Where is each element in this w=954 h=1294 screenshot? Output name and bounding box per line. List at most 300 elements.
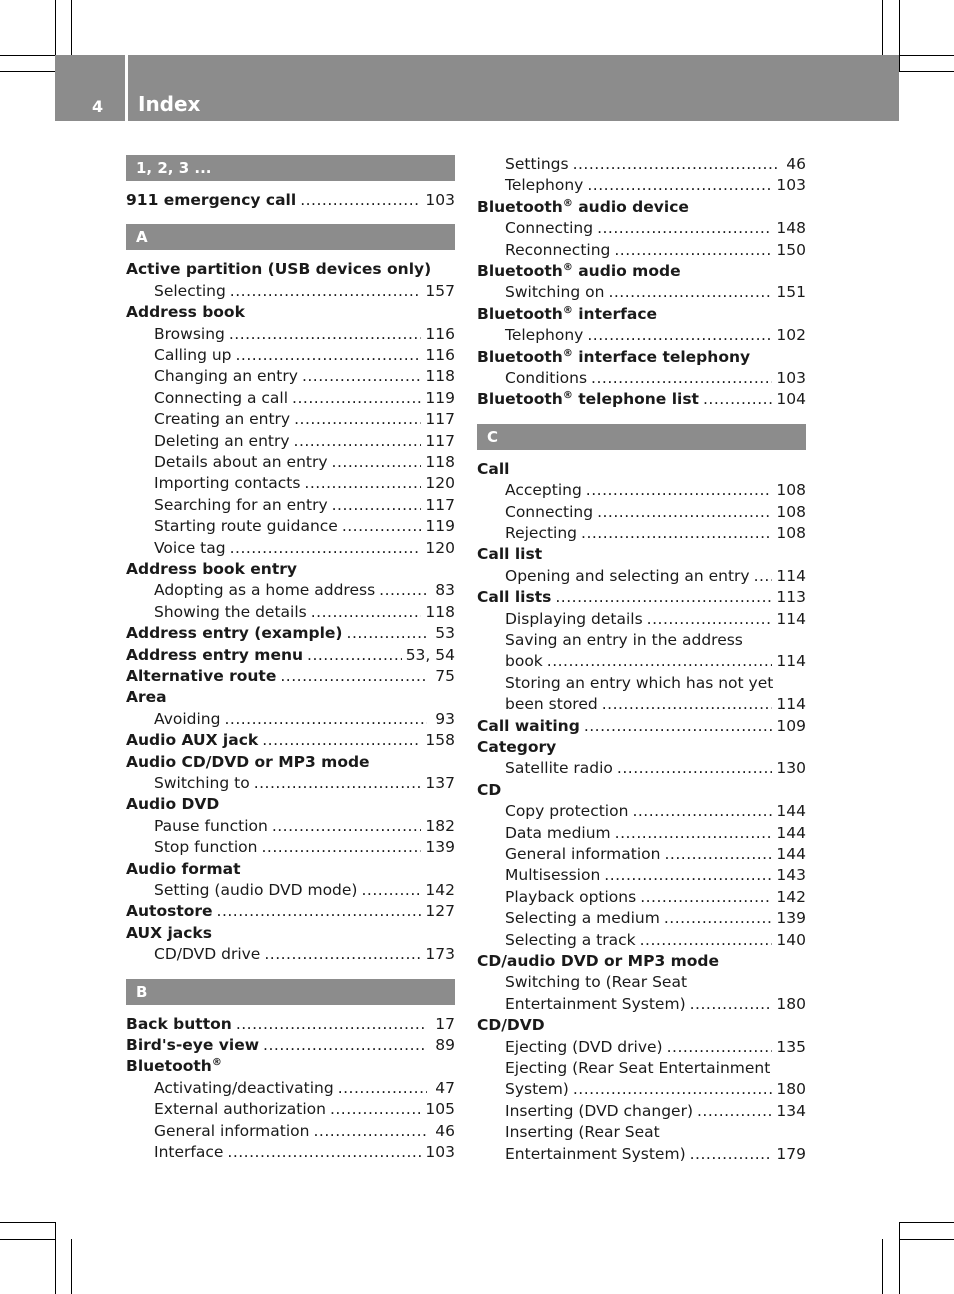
dot-leader bbox=[555, 586, 772, 608]
index-term: Storing an entry which has not yet bbox=[505, 673, 774, 692]
index-term: Inserting (DVD changer) bbox=[505, 1101, 693, 1120]
index-term: Connecting bbox=[505, 502, 594, 521]
page-reference: 182 bbox=[425, 816, 455, 835]
dot-leader bbox=[262, 729, 421, 751]
index-term: Rejecting bbox=[505, 524, 578, 542]
index-term: Settings bbox=[505, 155, 569, 173]
index-term: Audio CD/DVD or MP3 mode bbox=[126, 752, 370, 771]
dot-leader bbox=[264, 943, 421, 965]
dot-leader bbox=[227, 1141, 421, 1163]
index-subentry bbox=[154, 836, 455, 858]
dot-leader bbox=[608, 281, 772, 303]
page-reference: 142 bbox=[776, 887, 806, 906]
index-heading bbox=[477, 458, 509, 480]
page-reference: 117 bbox=[425, 431, 455, 450]
index-term: Creating an entry bbox=[154, 410, 291, 429]
dot-leader bbox=[230, 537, 422, 559]
index-subentry bbox=[505, 239, 806, 261]
page-reference: 114 bbox=[776, 695, 806, 714]
index-subentry bbox=[154, 537, 455, 559]
index-entry bbox=[126, 622, 455, 644]
crop-mark bbox=[0, 1239, 55, 1240]
dot-leader bbox=[332, 494, 422, 516]
index-term: Entertainment System) bbox=[505, 1144, 686, 1163]
index-heading bbox=[126, 686, 167, 708]
page-reference: 180 bbox=[776, 994, 806, 1013]
page-header bbox=[55, 55, 899, 121]
dot-leader bbox=[754, 565, 773, 587]
index-term: General information bbox=[505, 845, 661, 863]
index-term: Selecting bbox=[154, 281, 226, 300]
page-reference: 89 bbox=[435, 1036, 455, 1054]
index-entry bbox=[477, 586, 806, 608]
index-subentry bbox=[154, 472, 455, 494]
page-reference: 108 bbox=[776, 524, 806, 542]
section-label: B bbox=[136, 982, 148, 1001]
index-subentry bbox=[154, 1141, 455, 1163]
index-heading bbox=[477, 346, 750, 368]
index-term: Stop function bbox=[154, 838, 258, 857]
index-entry bbox=[126, 1034, 455, 1056]
dot-leader bbox=[292, 387, 421, 409]
dot-leader bbox=[304, 472, 421, 494]
page-reference: 105 bbox=[425, 1100, 455, 1119]
section-header bbox=[126, 155, 455, 181]
index-term: Category bbox=[477, 738, 557, 756]
crop-mark bbox=[0, 1222, 55, 1223]
index-heading bbox=[477, 779, 501, 801]
page-reference: 140 bbox=[776, 930, 806, 949]
index-subentry-line bbox=[505, 971, 687, 993]
dot-leader bbox=[617, 757, 772, 779]
dot-leader bbox=[581, 522, 772, 544]
index-subentry bbox=[154, 344, 455, 366]
page-reference: 113 bbox=[776, 588, 806, 607]
index-term: Deleting an entry bbox=[154, 431, 290, 450]
crop-mark bbox=[0, 55, 55, 56]
index-subentry bbox=[154, 451, 455, 473]
page-reference: 158 bbox=[425, 731, 455, 750]
index-subentry bbox=[154, 280, 455, 302]
index-subentry bbox=[154, 772, 455, 794]
index-term: Starting route guidance bbox=[154, 517, 338, 536]
crop-mark bbox=[71, 0, 72, 55]
dot-leader bbox=[597, 501, 772, 523]
dot-leader bbox=[591, 367, 772, 389]
index-term: Call bbox=[477, 459, 510, 478]
crop-mark bbox=[899, 71, 954, 72]
index-subentry bbox=[154, 494, 455, 516]
index-term: Pause function bbox=[154, 816, 268, 835]
page-reference: 116 bbox=[425, 324, 455, 343]
header-divider bbox=[125, 55, 128, 121]
index-subentry bbox=[154, 1098, 455, 1120]
dot-leader bbox=[330, 1098, 421, 1120]
index-term: System) bbox=[505, 1080, 569, 1099]
dot-leader bbox=[307, 644, 402, 666]
registered-mark: ® bbox=[211, 1057, 222, 1069]
page-reference: 120 bbox=[425, 474, 455, 493]
page-reference: 134 bbox=[776, 1101, 806, 1120]
index-term: Copy protection bbox=[505, 802, 629, 821]
crop-mark bbox=[882, 1239, 883, 1294]
dot-leader bbox=[261, 836, 421, 858]
index-subentry bbox=[154, 943, 455, 965]
dot-leader bbox=[667, 1036, 773, 1058]
index-subentry bbox=[505, 1100, 806, 1122]
dot-leader bbox=[217, 900, 422, 922]
dot-leader bbox=[640, 929, 773, 951]
index-term: Avoiding bbox=[154, 709, 221, 728]
page-reference: 108 bbox=[776, 481, 806, 500]
dot-leader bbox=[604, 864, 772, 886]
dot-leader bbox=[664, 907, 773, 929]
index-term: Activating/deactivating bbox=[154, 1078, 334, 1097]
dot-leader bbox=[640, 886, 772, 908]
index-term: Address book entry bbox=[126, 560, 297, 578]
index-term: Inserting (Rear Seat bbox=[505, 1123, 660, 1142]
index-subentry bbox=[505, 1036, 806, 1058]
index-heading bbox=[126, 858, 241, 880]
index-subentry bbox=[505, 1143, 806, 1165]
page-reference: 46 bbox=[435, 1121, 455, 1140]
registered-mark: ® bbox=[562, 197, 573, 209]
index-term: Call lists bbox=[477, 588, 552, 607]
index-term: External authorization bbox=[154, 1100, 326, 1119]
page-reference: 114 bbox=[776, 609, 806, 628]
page-reference: 127 bbox=[425, 902, 455, 921]
index-subentry bbox=[505, 1078, 806, 1100]
page-reference: 173 bbox=[425, 945, 455, 964]
page-reference: 180 bbox=[776, 1080, 806, 1099]
index-term: Bluetooth® interface bbox=[477, 304, 658, 323]
section-header bbox=[126, 979, 455, 1005]
index-heading bbox=[477, 260, 681, 282]
index-subentry bbox=[505, 800, 806, 822]
index-heading bbox=[477, 1014, 545, 1036]
crop-mark bbox=[899, 1222, 900, 1294]
dot-leader bbox=[229, 323, 422, 345]
index-heading bbox=[477, 736, 556, 758]
crop-mark bbox=[899, 1239, 954, 1240]
page-reference: 137 bbox=[425, 774, 455, 792]
section-label: A bbox=[136, 228, 148, 247]
index-subentry bbox=[505, 324, 806, 346]
index-entry bbox=[477, 715, 806, 737]
index-subentry bbox=[154, 387, 455, 409]
page-reference: 93 bbox=[435, 709, 455, 728]
index-subentry bbox=[505, 650, 806, 672]
page-reference: 139 bbox=[776, 909, 806, 928]
index-subentry-line bbox=[505, 1057, 770, 1079]
page-reference: 144 bbox=[776, 823, 806, 842]
index-subentry bbox=[154, 408, 455, 430]
index-subentry bbox=[505, 281, 806, 303]
index-term: Interface bbox=[154, 1143, 224, 1161]
index-term: Reconnecting bbox=[505, 240, 611, 259]
index-term: been stored bbox=[505, 695, 598, 714]
page-reference: 108 bbox=[776, 502, 806, 521]
dot-leader bbox=[263, 1034, 427, 1056]
index-term: Details about an entry bbox=[154, 453, 328, 471]
dot-leader bbox=[586, 479, 773, 501]
index-subentry bbox=[154, 1077, 455, 1099]
dot-leader bbox=[300, 189, 421, 211]
index-term: Searching for an entry bbox=[154, 495, 328, 514]
page-reference: 114 bbox=[776, 652, 806, 671]
page-reference: 117 bbox=[425, 410, 455, 429]
index-term: Call list bbox=[477, 545, 543, 564]
index-heading bbox=[477, 543, 542, 565]
dot-leader bbox=[647, 608, 773, 630]
page-reference: 46 bbox=[786, 155, 806, 173]
index-entry bbox=[126, 665, 455, 687]
index-entry bbox=[126, 729, 455, 751]
index-term: Active partition (USB devices only) bbox=[126, 260, 432, 279]
dot-leader bbox=[332, 451, 422, 473]
dot-leader bbox=[690, 993, 773, 1015]
page-reference: 120 bbox=[425, 538, 455, 557]
index-term: Switching to (Rear Seat bbox=[505, 973, 688, 992]
index-term: Autostore bbox=[126, 902, 213, 921]
index-term: CD/audio DVD or MP3 mode bbox=[477, 952, 720, 970]
dot-leader bbox=[224, 708, 427, 730]
page-reference: 143 bbox=[776, 866, 806, 885]
dot-leader bbox=[272, 815, 422, 837]
index-term: 911 emergency call bbox=[126, 191, 297, 209]
page-reference: 150 bbox=[776, 240, 806, 259]
dot-leader bbox=[379, 579, 427, 601]
index-term: Selecting a medium bbox=[505, 909, 660, 928]
index-term: Call waiting bbox=[477, 716, 580, 735]
dot-leader bbox=[573, 1078, 773, 1100]
dot-leader bbox=[587, 324, 772, 346]
index-term: CD/DVD bbox=[477, 1016, 545, 1035]
index-term: book bbox=[505, 652, 543, 671]
dot-leader bbox=[280, 665, 427, 687]
page-reference: 144 bbox=[776, 802, 806, 821]
index-term: Connecting a call bbox=[154, 388, 289, 407]
index-term: Area bbox=[126, 688, 167, 707]
index-term: Browsing bbox=[154, 324, 225, 343]
index-entry bbox=[126, 644, 455, 666]
dot-leader bbox=[294, 408, 421, 430]
page-reference: 53 bbox=[435, 624, 455, 643]
index-subentry bbox=[505, 217, 806, 239]
index-subentry bbox=[505, 929, 806, 951]
page-reference: 118 bbox=[425, 453, 455, 471]
page-reference: 114 bbox=[776, 566, 806, 585]
page-reference: 103 bbox=[425, 1143, 455, 1161]
index-subentry bbox=[154, 879, 455, 901]
page-reference: 103 bbox=[776, 176, 806, 195]
page-reference: 53, 54 bbox=[405, 645, 455, 664]
crop-mark bbox=[0, 71, 55, 72]
index-term: Setting (audio DVD mode) bbox=[154, 881, 358, 899]
section-header bbox=[126, 224, 455, 250]
index-subentry bbox=[505, 522, 806, 544]
registered-mark: ® bbox=[562, 304, 573, 316]
index-term: Changing an entry bbox=[154, 367, 298, 386]
page-reference: 119 bbox=[425, 517, 455, 536]
page-reference: 119 bbox=[425, 388, 455, 407]
index-entry bbox=[126, 900, 455, 922]
index-subentry bbox=[505, 757, 806, 779]
index-subentry bbox=[505, 822, 806, 844]
index-subentry bbox=[505, 153, 806, 175]
page-reference: 130 bbox=[776, 759, 806, 778]
index-subentry bbox=[154, 708, 455, 730]
section-label: 1, 2, 3 ... bbox=[136, 159, 212, 177]
page-reference: 118 bbox=[425, 367, 455, 386]
index-term: Bluetooth® interface telephony bbox=[477, 347, 751, 366]
page-reference: 103 bbox=[425, 191, 455, 209]
index-term: CD bbox=[477, 780, 502, 799]
index-term: Entertainment System) bbox=[505, 994, 686, 1013]
index-term: Connecting bbox=[505, 219, 594, 238]
page-reference: 17 bbox=[435, 1014, 455, 1033]
index-subentry bbox=[505, 886, 806, 908]
index-subentry bbox=[154, 430, 455, 452]
index-term: Address book bbox=[126, 303, 245, 322]
index-heading bbox=[126, 922, 212, 944]
section-label: C bbox=[487, 427, 499, 446]
page-reference: 118 bbox=[425, 602, 455, 621]
crop-mark bbox=[899, 55, 954, 56]
index-heading bbox=[126, 1055, 222, 1077]
page-reference: 83 bbox=[435, 581, 455, 600]
index-term: Address entry menu bbox=[126, 645, 304, 664]
dot-leader bbox=[230, 280, 422, 302]
crop-mark bbox=[71, 1239, 72, 1294]
dot-leader bbox=[703, 388, 772, 410]
registered-mark: ® bbox=[562, 347, 573, 359]
index-term: Address entry (example) bbox=[126, 624, 343, 643]
page-reference: 157 bbox=[425, 281, 455, 300]
dot-leader bbox=[294, 430, 422, 452]
index-entry bbox=[126, 1013, 455, 1035]
crop-mark bbox=[899, 0, 900, 71]
index-subentry bbox=[505, 608, 806, 630]
index-term: Switching to bbox=[154, 774, 250, 792]
index-term: Telephony bbox=[505, 176, 584, 195]
index-subentry bbox=[505, 565, 806, 587]
dot-leader bbox=[254, 772, 422, 794]
index-heading bbox=[126, 751, 370, 773]
index-term: Conditions bbox=[505, 369, 588, 387]
index-term: Satellite radio bbox=[505, 759, 613, 778]
index-term: Calling up bbox=[154, 346, 232, 364]
index-subentry-line bbox=[505, 1121, 660, 1143]
index-term: Adopting as a home address bbox=[154, 581, 376, 600]
index-term: Accepting bbox=[505, 481, 582, 500]
page-reference: 109 bbox=[776, 716, 806, 735]
dot-leader bbox=[347, 622, 427, 644]
registered-mark: ® bbox=[562, 390, 573, 402]
dot-leader bbox=[236, 344, 422, 366]
page-reference: 148 bbox=[776, 219, 806, 238]
index-heading bbox=[477, 950, 719, 972]
page-reference: 117 bbox=[425, 495, 455, 514]
index-subentry bbox=[505, 367, 806, 389]
page-reference: 142 bbox=[425, 881, 455, 899]
index-term: Ejecting (Rear Seat Entertainment bbox=[505, 1059, 771, 1077]
dot-leader bbox=[615, 822, 773, 844]
index-subentry bbox=[154, 323, 455, 345]
dot-leader bbox=[311, 601, 422, 623]
page-reference: 151 bbox=[776, 283, 806, 302]
index-term: Bluetooth® audio device bbox=[477, 197, 689, 216]
dot-leader bbox=[697, 1100, 772, 1122]
index-subentry bbox=[154, 515, 455, 537]
index-heading bbox=[126, 793, 219, 815]
index-entry bbox=[477, 388, 806, 410]
index-term: General information bbox=[154, 1121, 310, 1140]
index-heading bbox=[126, 558, 297, 580]
page-reference: 135 bbox=[776, 1037, 806, 1056]
index-heading bbox=[126, 301, 245, 323]
index-term: Switching on bbox=[505, 283, 605, 302]
dot-leader bbox=[573, 153, 778, 175]
page-reference: 102 bbox=[776, 326, 806, 345]
index-term: Ejecting (DVD drive) bbox=[505, 1037, 663, 1056]
index-term: Selecting a track bbox=[505, 930, 636, 949]
dot-leader bbox=[602, 693, 773, 715]
index-subentry bbox=[154, 1120, 455, 1142]
page-title: Index bbox=[138, 92, 201, 116]
page-reference: 116 bbox=[425, 346, 455, 364]
dot-leader bbox=[338, 1077, 427, 1099]
index-subentry bbox=[505, 174, 806, 196]
dot-leader bbox=[587, 174, 772, 196]
page-reference: 47 bbox=[435, 1078, 455, 1097]
index-subentry-line bbox=[505, 672, 773, 694]
index-subentry bbox=[505, 693, 806, 715]
crop-mark bbox=[899, 1222, 954, 1223]
dot-leader bbox=[236, 1013, 427, 1035]
index-subentry bbox=[154, 365, 455, 387]
dot-leader bbox=[690, 1143, 773, 1165]
crop-mark bbox=[55, 1222, 56, 1294]
index-term: Alternative route bbox=[126, 667, 277, 685]
index-subentry bbox=[505, 864, 806, 886]
index-term: AUX jacks bbox=[126, 923, 212, 942]
page-reference: 179 bbox=[776, 1144, 806, 1163]
dot-leader bbox=[361, 879, 421, 901]
index-term: Voice tag bbox=[154, 538, 226, 557]
dot-leader bbox=[664, 843, 772, 865]
index-term: Audio format bbox=[126, 859, 241, 878]
index-heading bbox=[126, 258, 431, 280]
crop-mark bbox=[882, 0, 883, 55]
index-subentry bbox=[154, 579, 455, 601]
index-term: Bluetooth® telephone list bbox=[477, 390, 699, 409]
dot-leader bbox=[597, 217, 772, 239]
index-subentry bbox=[505, 479, 806, 501]
page-reference: 139 bbox=[425, 838, 455, 857]
index-term: Bluetooth® bbox=[126, 1057, 222, 1076]
index-term: CD/DVD drive bbox=[154, 945, 261, 964]
index-heading bbox=[477, 303, 657, 325]
index-subentry bbox=[505, 993, 806, 1015]
dot-leader bbox=[584, 715, 773, 737]
index-term: Bird's-eye view bbox=[126, 1036, 260, 1054]
index-term: Displaying details bbox=[505, 609, 643, 628]
index-term: Showing the details bbox=[154, 602, 307, 621]
index-subentry-line bbox=[505, 629, 743, 651]
registered-mark: ® bbox=[562, 261, 573, 273]
index-heading bbox=[477, 196, 689, 218]
